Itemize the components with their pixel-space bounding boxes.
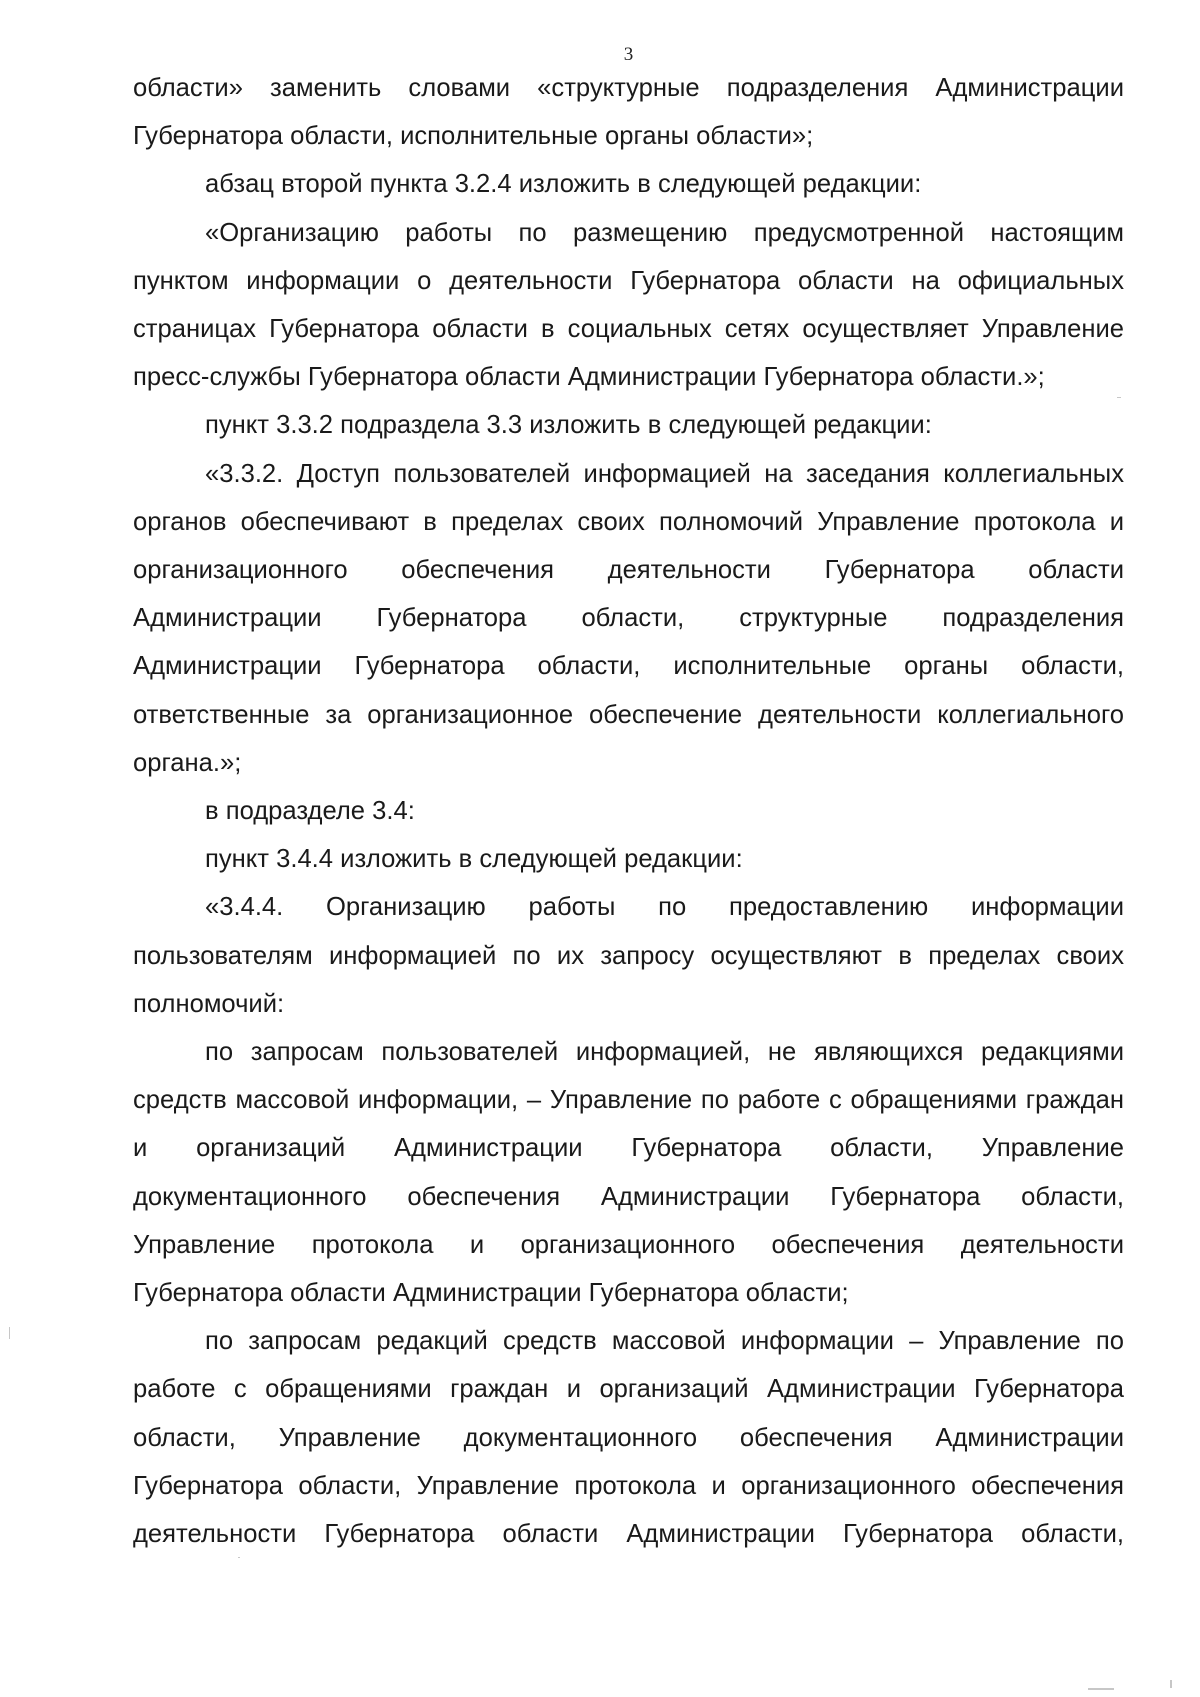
paragraph-6: в подразделе 3.4:: [205, 797, 415, 826]
paragraph-2: абзац второй пункта 3.2.4 изложить в следующей редакции:: [205, 170, 922, 199]
paragraph-10: по запросам редакций средств массовой информации – Управление по работе с обращениями граждан и организаций Администрации Губернатора области, Управление документационного обеспечения Администрации Губернатора области, Управление протокола и организационного обеспечения деятельности Губернатора области Администрации Губернатора области,: [133, 1327, 1124, 1549]
paragraph-4: пункт 3.3.2 подраздела 3.3 изложить в следующей редакции:: [205, 411, 932, 440]
scan-artifact: [1117, 397, 1121, 398]
scan-artifact: [1170, 1680, 1172, 1688]
paragraph-7: пункт 3.4.4 изложить в следующей редакции:: [205, 845, 743, 874]
paragraph-5: «3.3.2. Доступ пользователей информацией на заседания коллегиальных органов обеспечивают в пределах своих полномочий Управление протокола и организационного обеспечения деятельности Губернатора области Администрации Губернатора области, структурные подразделения Администрации Губернатора области, исполнительные органы области, ответственные за организационное обеспечение деятельности коллегиального органа.»;: [133, 459, 1124, 777]
scan-artifact: [238, 1557, 240, 1558]
paragraph-8: «3.4.4. Организацию работы по предоставлению информации пользователям информацией по их запросу осуществляют в пределах своих полномочий:: [133, 893, 1124, 1018]
paragraph-1: области» заменить словами «структурные подразделения Администрации Губернатора области, исполнительные органы области»;: [133, 74, 1124, 151]
page-number: 3: [623, 44, 634, 65]
scan-artifact: [1088, 1688, 1114, 1690]
scan-artifact: [9, 1327, 10, 1339]
paragraph-9: по запросам пользователей информацией, не являющихся редакциями средств массовой информации, – Управление по работе с обращениями граждан и организаций Администрации Губернатора области, Управление документационного обеспечения Администрации Губернатора области, Управление протокола и организационного обеспечения деятельности Губернатора области Администрации Губернатора области;: [133, 1038, 1124, 1308]
paragraph-3: «Организацию работы по размещению предусмотренной настоящим пунктом информации о деятельности Губернатора области на официальных страницах Губернатора области в социальных сетях осуществляет Управление пресс-службы Губернатора области Администрации Губернатора области.»;: [133, 218, 1124, 392]
document-body: [133, 64, 1124, 1558]
